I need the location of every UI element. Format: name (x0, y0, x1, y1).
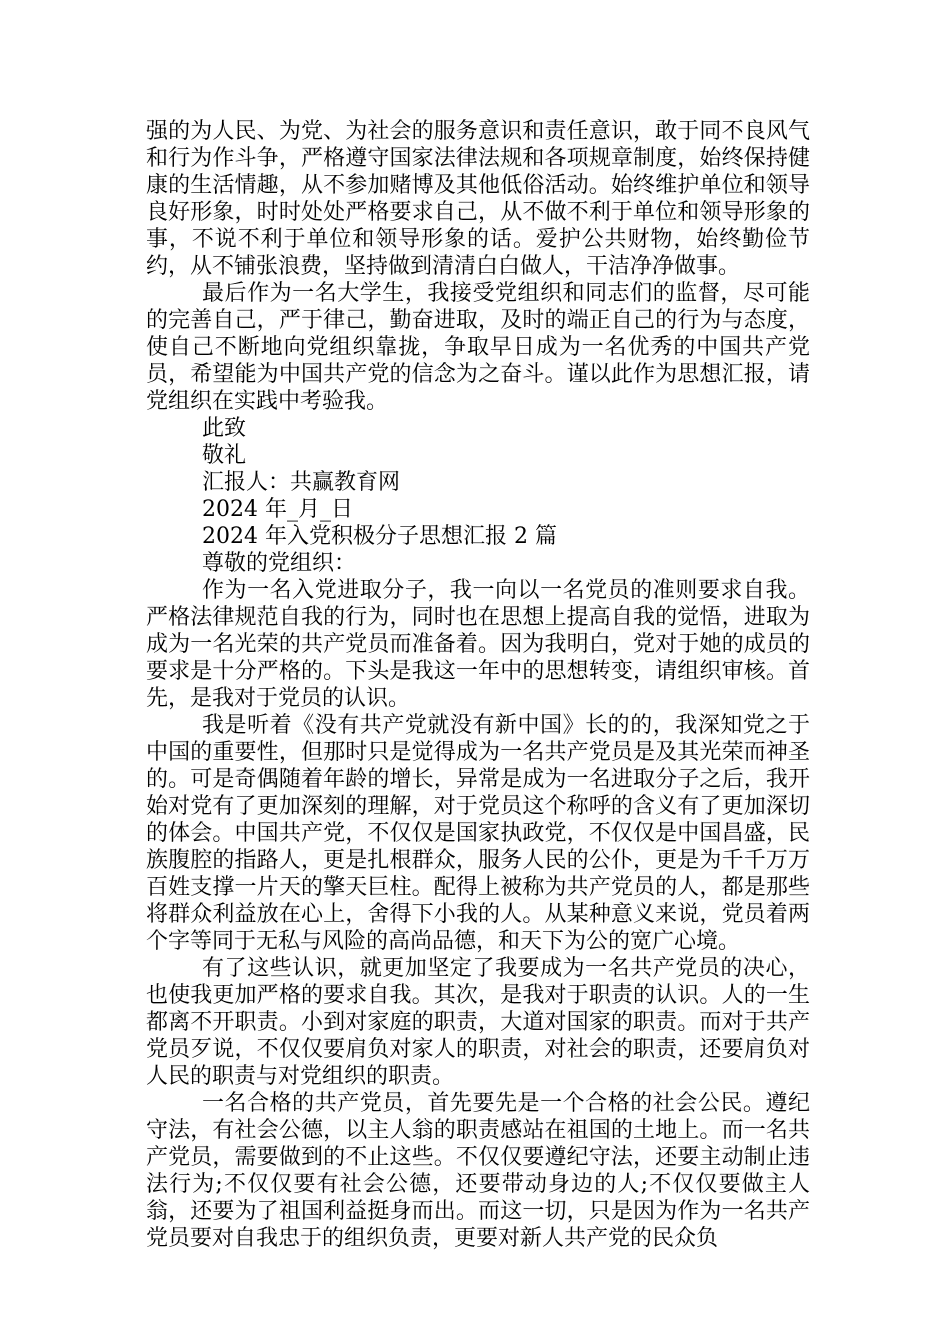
body-paragraph: 一名合格的共产党员，首先要先是一个合格的社会公民。遵纪守法，有社会公德，以主人翁的职责感站在祖国的土地上。而一名共产党员，需要做到的不止这些。不仅仅要遵纪守法，还要主动制止违法行为;不仅仅要有社会公德，还要带动身边的人;不仅仅要做主人翁，还要为了祖国利益挺身而出。而这一切，只是因为作为一名共产党员要对自我忠于的组织负责，更要对新人共产党的民众负 (146, 1091, 810, 1251)
greeting-line: 尊敬的党组织： (202, 551, 357, 576)
body-paragraph: 我是听着《没有共产党就没有新中国》长的的，我深知党之于中国的重要性，但那时只是觉得成为一名共产党员是及其光荣而神圣的。可是奇偶随着年龄的增长，异常是成为一名进取分子之后，我开始对党有了更加深刻的理解，对于党员这个称呼的含义有了更加深切的体会。中国共产党，不仅仅是国家执政党，不仅仅是中国昌盛，民族腹腔的指路人，更是扎根群众，服务人民的公仆，更是为千千万万百姓支撑一片天的擎天巨柱。配得上被称为共产党员的人，都是那些将群众利益放在心上，舍得下小我的人。从某种意义来说，党员着两个字等同于无私与风险的高尚品德，和天下为公的宽广心境。 (146, 713, 810, 954)
body-paragraph: 强的为人民、为党、为社会的服务意识和责任意识，敢于同不良风气和行为作斗争，严格遵守国家法律法规和各项规章制度，始终保持健康的生活情趣，从不参加赌博及其他低俗活动。始终维护单位和领导良好形象，时时处处严格要求自己，从不做不利于单位和领导形象的事，不说不利于单位和领导形象的话。爱护公共财物，始终勤俭节约，从不铺张浪费，坚持做到清清白白做人，干洁净净做事。 (146, 119, 810, 279)
body-paragraph: 作为一名入党进取分子，我一向以一名党员的准则要求自我。严格法律规范自我的行为，同时也在思想上提高自我的觉悟，进取为成为一名光荣的共产党员而准备着。因为我明白，党对于她的成员的要求是十分严格的。下头是我这一年中的思想转变，请组织审核。首先，是我对于党员的认识。 (146, 578, 810, 711)
body-paragraph: 有了这些认识，就更加坚定了我要成为一名共产党员的决心，也使我更加严格的要求自我。其次，是我对于职责的认识。人的一生都离不开职责。小到对家庭的职责，大道对国家的职责。而对于共产党员歹说，不仅仅要肩负对家人的职责，对社会的职责，还要肩负对人民的职责与对党组织的职责。 (146, 956, 810, 1089)
reporter-line: 汇报人：共赢教育网 (202, 470, 401, 495)
salutation-line: 敬礼 (202, 443, 247, 468)
salutation-line: 此致 (202, 416, 247, 441)
date-line: 2024 年_月_日 (202, 497, 353, 522)
body-paragraph: 最后作为一名大学生，我接受党组织和同志们的监督，尽可能的完善自己，严于律己，勤奋进取，及时的端正自己的行为与态度，使自己不断地向党组织靠拢，争取早日成为一名优秀的中国共产党员，希望能为中国共产党的信念为之奋斗。谨以此作为思想汇报，请党组织在实践中考验我。 (146, 281, 810, 414)
document-page (146, 118, 810, 1252)
section-title: 2024 年入党积极分子思想汇报 2 篇 (202, 524, 557, 549)
